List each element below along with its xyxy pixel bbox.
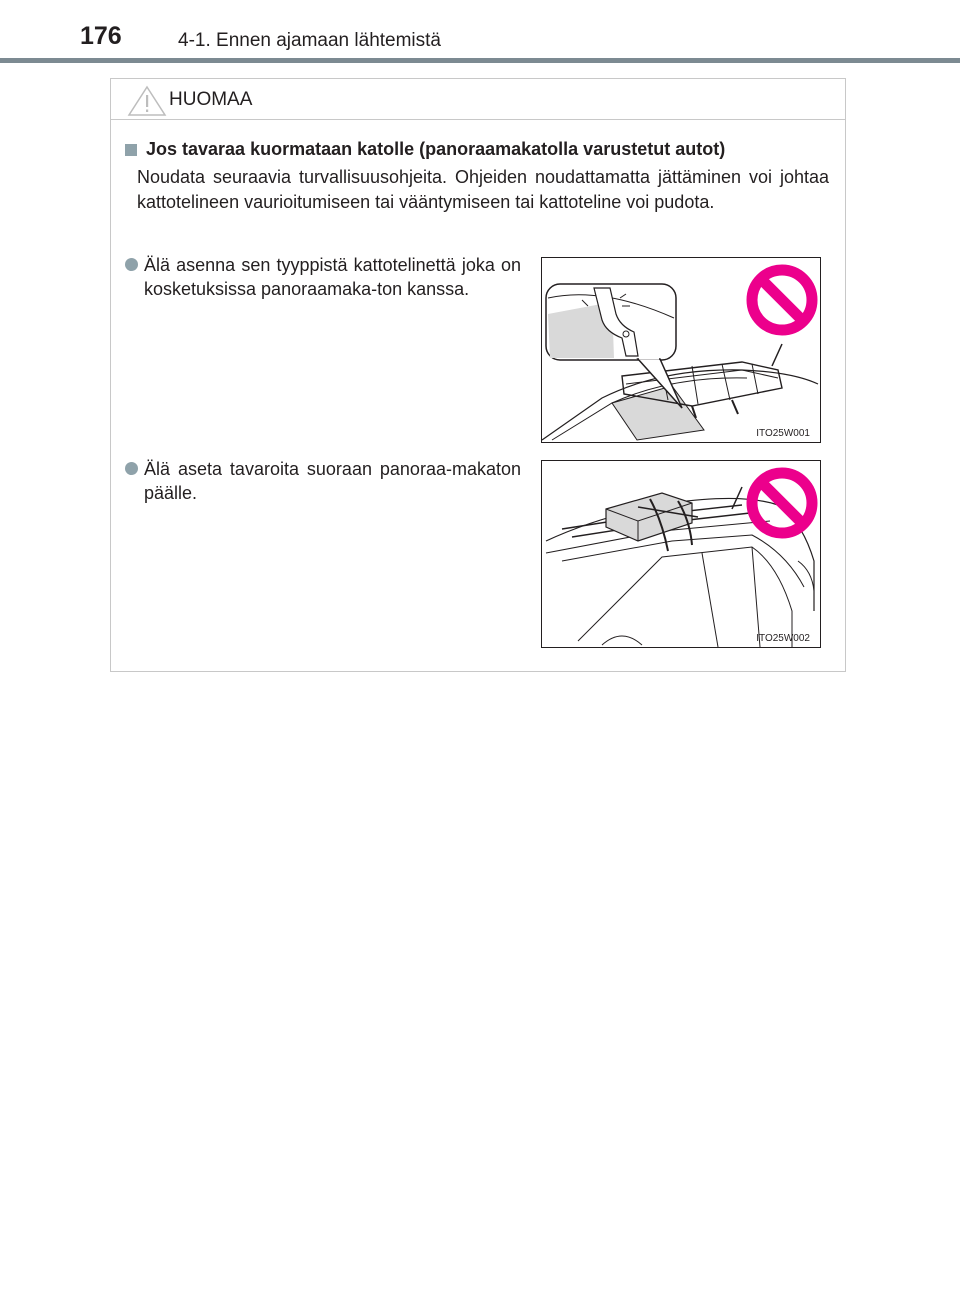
- page-number: 176: [80, 22, 122, 50]
- roof-rack-illustration: [542, 258, 820, 442]
- figure-cargo-on-roof: [541, 460, 821, 648]
- sub-heading: [125, 139, 835, 160]
- notice-box: [110, 78, 846, 672]
- list-item: [125, 253, 521, 301]
- round-bullet-icon: [125, 258, 138, 271]
- notice-header: [111, 79, 845, 120]
- list-item-text: Älä asenna sen tyyppistä kattotelinettä joka on kosketuksissa panoraamaka-ton kanssa.: [144, 255, 521, 299]
- body-text: Noudata seuraavia turvallisuusohjeita. Ohjeiden noudattamatta jättäminen voi johtaa kattotelineen vaurioitumiseen tai vääntymiseen tai kattoteline voi pudota.: [137, 167, 829, 212]
- figure-code: ITO25W002: [756, 633, 810, 644]
- square-bullet-icon: [125, 144, 137, 156]
- list-item-text: Älä aseta tavaroita suoraan panoraa-makaton päälle.: [144, 459, 521, 503]
- list-item: [125, 457, 521, 505]
- figure-roof-rack-contact: [541, 257, 821, 443]
- section-title: 4-1. Ennen ajamaan lähtemistä: [178, 30, 441, 51]
- notice-label: HUOMAA: [169, 89, 253, 110]
- header-rule: [0, 58, 960, 63]
- round-bullet-icon: [125, 462, 138, 475]
- page-header: [0, 0, 960, 64]
- figure-code: ITO25W001: [756, 428, 810, 439]
- sub-heading-text: Jos tavaraa kuormataan katolle (panoraamakatolla varustetut autot): [146, 139, 726, 159]
- cargo-on-panoramic-roof-illustration: [542, 461, 820, 647]
- warning-triangle-icon: [127, 85, 167, 117]
